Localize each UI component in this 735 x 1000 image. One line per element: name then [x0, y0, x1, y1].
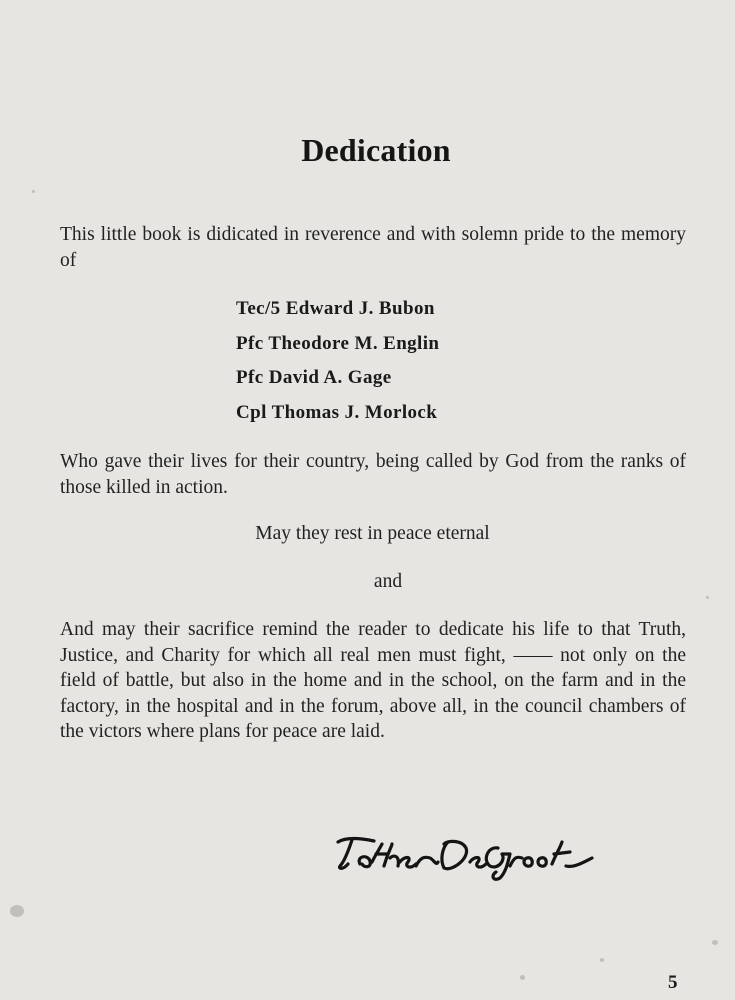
closing-paragraph: And may their sacrifice remind the reader to dedicate his life to that Truth, Justice, and Charity for which all real men must fight, —— not only on the field of battle, but also in the home and in the school, on the farm and in the factory, in the hospital and in the forum, above all, in the council chambers of the victors where plans for peace are laid.: [60, 619, 686, 742]
page-title: Dedication: [301, 132, 451, 168]
honored-name-4: Cpl Thomas J. Morlock: [236, 401, 438, 423]
honored-name-1: Tec/5 Edward J. Bubon: [236, 298, 435, 319]
paper-speck: [706, 596, 709, 599]
honored-name-3: Pfc David A. Gage: [236, 367, 392, 388]
paper-speck: [600, 958, 604, 962]
dedication-intro: This little book is didicated in reverence and with solemn pride to the memory of: [60, 224, 686, 271]
signature-image: [330, 828, 610, 888]
and-line: and: [373, 571, 403, 592]
paper-speck: [32, 190, 35, 193]
page-number: 5: [668, 972, 678, 993]
gave-lives-paragraph: Who gave their lives for their country, being called by God from the ranks of those killed in action.: [60, 451, 686, 498]
honored-names-list: [236, 295, 439, 433]
honored-name-2: Pfc Theodore M. Englin: [236, 332, 440, 354]
rest-in-peace-line: May they rest in peace eternal: [255, 523, 490, 544]
paper-speck: [520, 975, 525, 980]
paper-speck: [712, 940, 718, 945]
paper-speck: [10, 905, 24, 917]
